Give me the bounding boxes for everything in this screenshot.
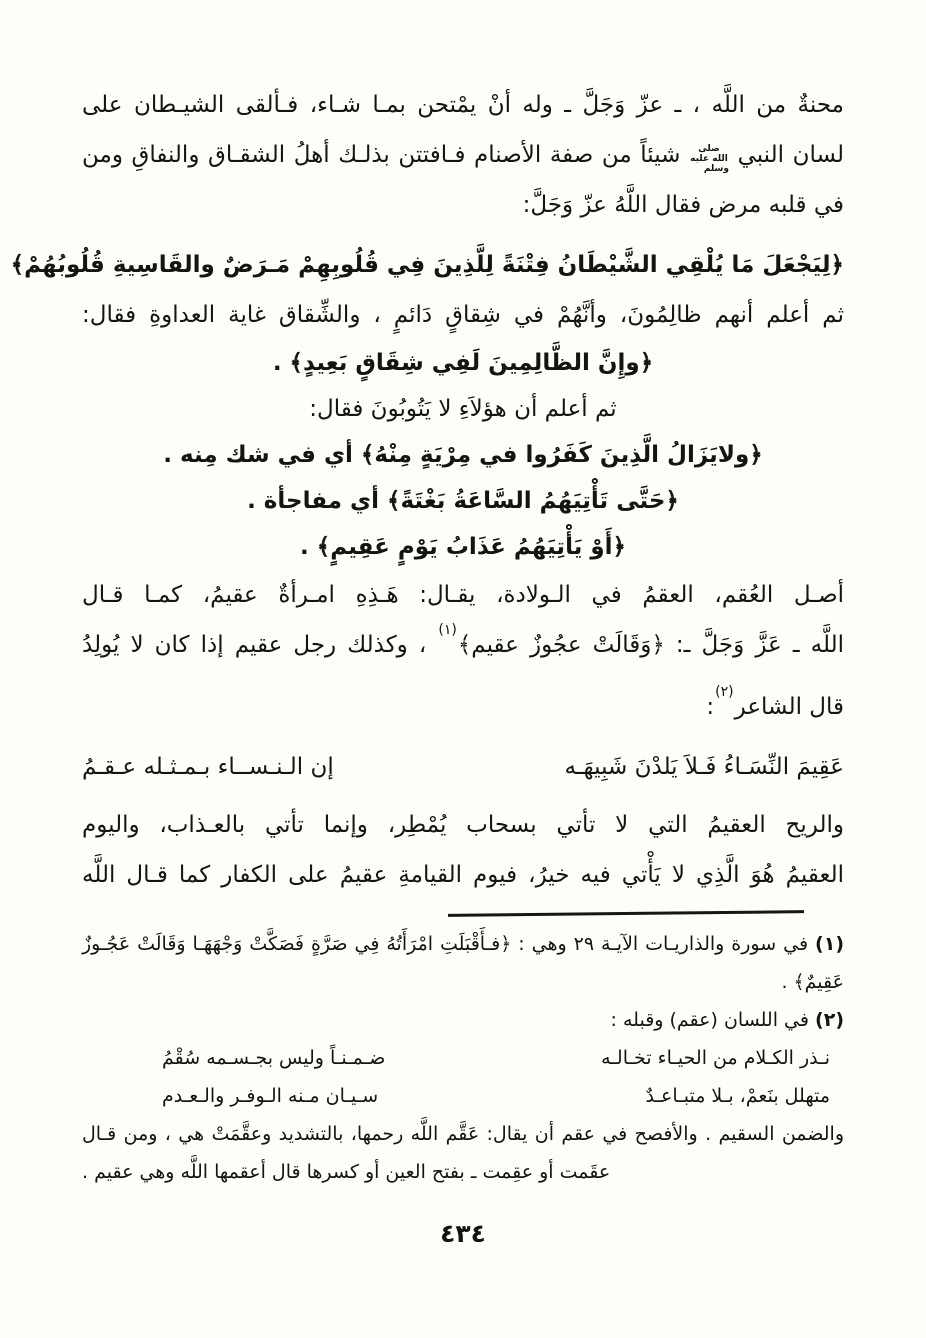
text-line: والريح العقيمُ التي لا تأتي بسحاب يُمْطِر، وإنما تأتي بالعـذاب، واليوم [82, 812, 844, 838]
quran-verse-fitna: ﴿لِيَجْعَلَ مَا يُلْقِي الشَّيْطَانُ فِتْنَةً لِلَّذِينَ فِي قُلُوبِهِمْ مَـرَضٌ والقَاسِيةِ قُلُوبُهُمْ﴾ [10, 252, 844, 278]
poet-intro-line [82, 682, 844, 732]
quran-verse-mirya: ﴿ولايَزَالُ الَّذِينَ كَفَرُوا في مِرْيَةٍ مِنْهُ﴾ أي في شك مِنه . [163, 442, 763, 468]
poem-hemistich-left: ضـمـنـاً وليس بجـسـمه سُقْمُ [162, 1047, 386, 1069]
text-line: العقيمُ هُوَ الَّذِي لا يَأْتي فيه خيرُ، فيوم القيامةِ عقيمُ على الكفار كما قـال اللَّه [82, 862, 844, 888]
text-segment: لسان النبي [737, 142, 844, 168]
footnote-ref-2: (٢) [715, 684, 734, 701]
text-line: ثم أعلم أنهم ظالِمُونَ، وأنَّهُمْ في شِقاقٍ دَائمٍ ، والشِّقاق غاية العداوةِ فقال: [82, 302, 844, 328]
text-line: أصـل العُقم، العقمُ في الـولادة، يقـال: هَـذِهِ امـرأةٌ عقيمُ، كمـا قـال [82, 582, 844, 608]
text-line [82, 620, 844, 670]
poem-hemistich-right: نـذر الكـلام من الحيـاء تخـالـه [601, 1047, 830, 1069]
text-line: محنةٌ من اللَّه ، ـ عزّ وَجَلَّ ـ وله أنْ يمْتحن بمـا شـاء، فـألقى الشيـطان على [82, 92, 844, 118]
text-segment: شيئاً من صفة الأصنام فـافتتن بذلـك أهلُ الشقـاق والنفاقِ ومن [82, 142, 681, 168]
footnote-divider [448, 910, 804, 917]
footnote-poem [82, 1039, 844, 1115]
paragraph-intro [82, 80, 844, 230]
poem-hemistich-right: متهلل بنَعمْ، بـلا متبـاعـدٌ [645, 1085, 830, 1107]
footnote-marker: (١) [815, 933, 844, 955]
text-line [82, 130, 844, 180]
poem-hemistich-left: إن الـنـســاء بـمـثـله عـقـمُ [82, 754, 334, 780]
paragraph-rih [82, 800, 844, 900]
text-segment: في سورة والذاريـات الآيـة ٢٩ وهي : ﴿فـأَقْبَلَتِ امْرَأَتُهُ فِي صَرَّةٍ فَصَكَّتْ وَجْهَهَـا وَقَالَتْ عَجُـوزٌ [82, 933, 809, 955]
poem-line [82, 742, 844, 792]
footnote-poem-line [162, 1077, 830, 1115]
salawat-seal: صلى الله عليه وسلم [690, 144, 729, 174]
footnote-marker: (٢) [815, 1009, 844, 1031]
text-segment: قال الشاعر [734, 694, 844, 720]
footnote-ref-1: (١) [438, 622, 457, 639]
footnote-poem-line [162, 1039, 830, 1077]
footnote-1 [82, 925, 844, 1001]
footnote-line: عقَمت أو عقِمت ـ بفتح العين أو كسرها قال أعقمها اللَّه وهي عقيم . [82, 1161, 611, 1183]
poem-hemistich-left: سـيـان مـنه الـوفـر والـعـدم [162, 1085, 379, 1107]
page-text-block [10, 0, 844, 1248]
text-segment: : [706, 694, 715, 720]
quran-verse-shiqaq: ﴿وإِنَّ الظَّالِمِينَ لَفِي شِقَاقٍ بَعِيدٍ﴾ . [272, 350, 654, 376]
quran-verse-saah: ﴿حَتَّى تَأْتِيَهُمُ السَّاعَةُ بَغْتَةً﴾ أي مفاجأة . [247, 488, 679, 514]
text-segment: اللَّه ـ عَزَّ وَجَلَّ ـ: ﴿وَقَالَتْ عجُوزٌ عقيم﴾ [457, 632, 844, 658]
text-segment: في اللسان (عقم) وقبله : [610, 1009, 809, 1031]
text-line: في قلبه مرض فقال اللَّهُ عزّ وَجَلَّ: [522, 192, 844, 218]
footnote-line [82, 925, 844, 963]
footnotes-section [82, 925, 844, 1191]
page-number: ٤٣٤ [440, 1219, 486, 1248]
text-line: ثم أعلم أن هؤلاَءِ لا يَتُوبُونَ فقال: [309, 396, 617, 422]
quran-verse-aqim: ﴿أَوْ يَأْتِيَهُمُ عَذَابُ يَوْمٍ عَقِيمٍ﴾ . [299, 534, 627, 560]
footnote-2 [82, 1001, 844, 1191]
footnote-line [82, 1001, 844, 1039]
text-segment: ، وكذلك رجل عقيم إذا كان لا يُولِدُ [82, 632, 427, 658]
paragraph-uqm [82, 570, 844, 670]
poem-hemistich-right: عَقِيمَ النِّسَـاءُ فَـلاَ يَلدْنَ شَبِيهَـه [564, 754, 844, 780]
footnote-line: والضمن السقيم . والأفصح في عقم أن يقال: عَقَّم اللَّه رحمها، بالتشديد وعقَّمَتْ هي ، ومن قـال [82, 1123, 844, 1145]
footnote-line: عَقِيمٌ﴾ . [781, 971, 844, 993]
